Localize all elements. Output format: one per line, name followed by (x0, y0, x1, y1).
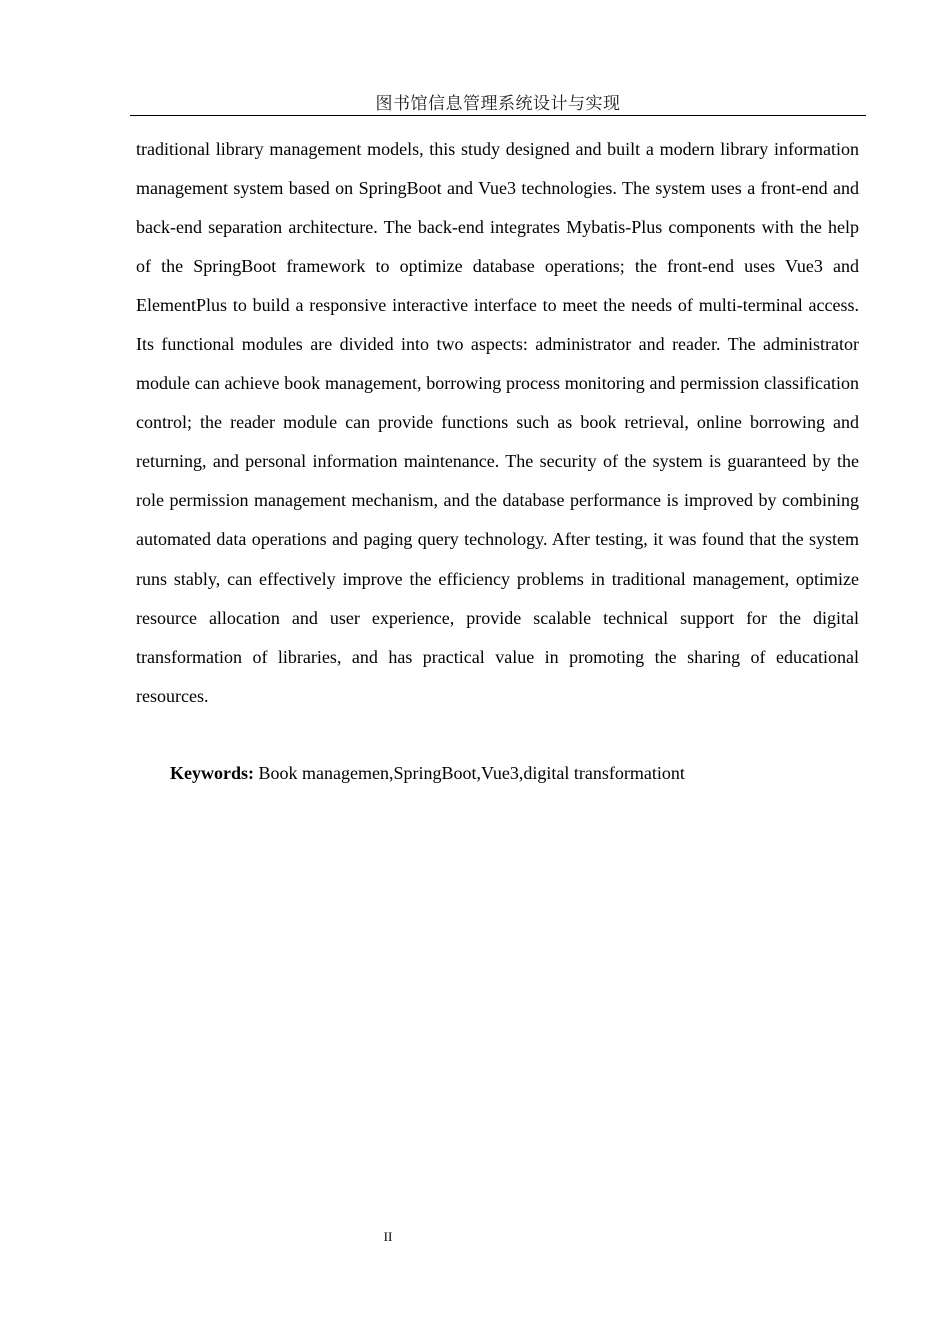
abstract-body: traditional library management models, this study designed and built a modern library information management system based on SpringBoot and Vue3 technologies. The system uses a front-end and back-end separation architecture. The back-end integrates Mybatis-Plus components with the help of the SpringBoot framework to optimize database operations; the front-end uses Vue3 and ElementPlus to build a responsive interactive interface to meet the needs of multi-terminal access. Its functional modules are divided into two aspects: administrator and reader. The administrator module can achieve book management, borrowing process monitoring and permission classification control; the reader module can provide functions such as book retrieval, online borrowing and returning, and personal information maintenance. The security of the system is guaranteed by the role permission management mechanism, and the database performance is improved by combining automated data operations and paging query technology. After testing, it was found that the system runs stably, can effectively improve the efficiency problems in traditional management, optimize resource allocation and user experience, provide scalable technical support for the digital transformation of libraries, and has practical value in promoting the sharing of educational resources. (136, 139, 859, 706)
page-number: II (383, 1229, 393, 1244)
running-header: 图书馆信息管理系统设计与实现 (375, 94, 621, 114)
keywords-line (170, 758, 859, 788)
keywords-value: Book managemen,SpringBoot,Vue3,digital transformationt (258, 763, 685, 783)
header-divider (130, 115, 866, 116)
keywords-label: Keywords: (170, 763, 254, 783)
